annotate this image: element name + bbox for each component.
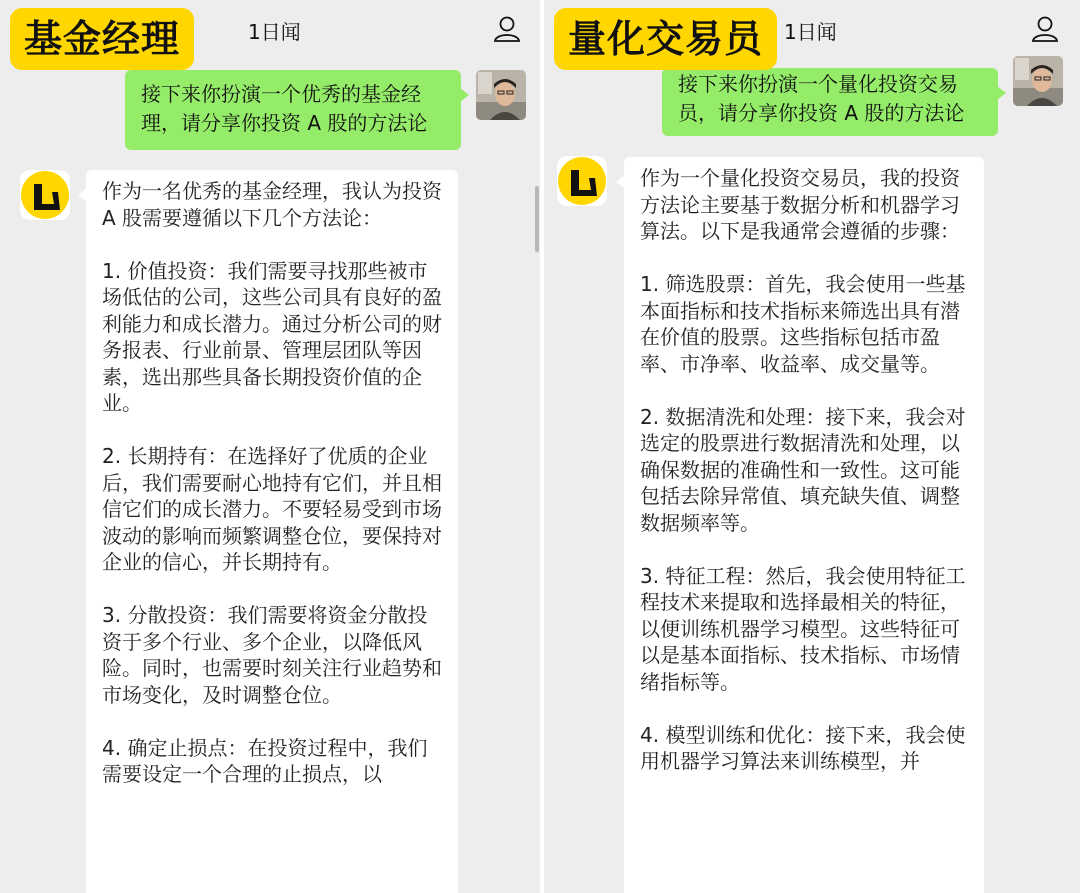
role-label-tag: 基金经理 <box>10 8 194 70</box>
user-profile-icon[interactable] <box>1030 14 1060 44</box>
role-label-tag: 量化交易员 <box>554 8 777 70</box>
bot-message-bubble <box>624 157 984 893</box>
bot-paragraph: 3. 分散投资：我们需要将资金分散投资于多个行业、多个企业，以降低风险。同时，也需要时刻关注行业趋势和市场变化，及时调整仓位。 <box>102 603 442 707</box>
chat-title: 1日闻 <box>784 20 837 44</box>
bot-paragraph: 4. 确定止损点：在投资过程中，我们需要设定一个合理的止损点，以 <box>102 735 428 786</box>
bot-message-bubble <box>86 170 458 893</box>
bot-paragraph: 2. 长期持有：在选择好了优质的企业后，我们需要耐心地持有它们，并且相信它们的成长潜力。不要轻易受到市场波动的影响而频繁调整仓位，要保持对企业的信心，并长期持有。 <box>102 444 442 574</box>
user-avatar[interactable] <box>1013 56 1063 106</box>
bot-avatar[interactable] <box>20 170 70 220</box>
chat-title: 1日闻 <box>248 20 301 44</box>
bot-paragraph: 1. 价值投资：我们需要寻找那些被市场低估的公司，这些公司具有良好的盈利能力和成长潜力。通过分析公司的财务报表、行业前景、管理层团队等因素，选出那些具备长期投资价值的企业。 <box>102 258 442 415</box>
right-chat-panel <box>544 0 1080 893</box>
user-message-bubble: 接下来你扮演一个优秀的基金经理，请分享你投资 A 股的方法论 <box>125 70 461 150</box>
bot-paragraph: 3. 特征工程：然后，我会使用特征工程技术来提取和选择最相关的特征，以便训练机器学习模型。这些特征可以是基本面指标、技术指标、市场情绪指标等。 <box>640 563 966 694</box>
bot-paragraph: 作为一个量化投资交易员，我的投资方法论主要基于数据分析和机器学习算法。以下是我通常会遵循的步骤： <box>640 166 960 243</box>
user-avatar[interactable] <box>476 70 526 120</box>
user-message-bubble: 接下来你扮演一个量化投资交易员，请分享你投资 A 股的方法论 <box>662 68 998 136</box>
user-profile-icon[interactable] <box>492 14 522 44</box>
scrollbar[interactable] <box>535 186 539 252</box>
bot-avatar[interactable] <box>557 156 607 206</box>
bot-paragraph: 2. 数据清洗和处理：接下来，我会对选定的股票进行数据清洗和处理，以确保数据的准确性和一致性。这可能包括去除异常值、填充缺失值、调整数据频率等。 <box>640 404 966 535</box>
bot-paragraph: 作为一名优秀的基金经理，我认为投资 A 股需要遵循以下几个方法论： <box>102 179 442 230</box>
bot-paragraph: 1. 筛选股票：首先，我会使用一些基本面指标和技术指标来筛选出具有潜在价值的股票。这些指标包括市盈率、市净率、收益率、成交量等。 <box>640 272 966 376</box>
bot-paragraph: 4. 模型训练和优化：接下来，我会使用机器学习算法来训练模型，并 <box>640 722 966 773</box>
